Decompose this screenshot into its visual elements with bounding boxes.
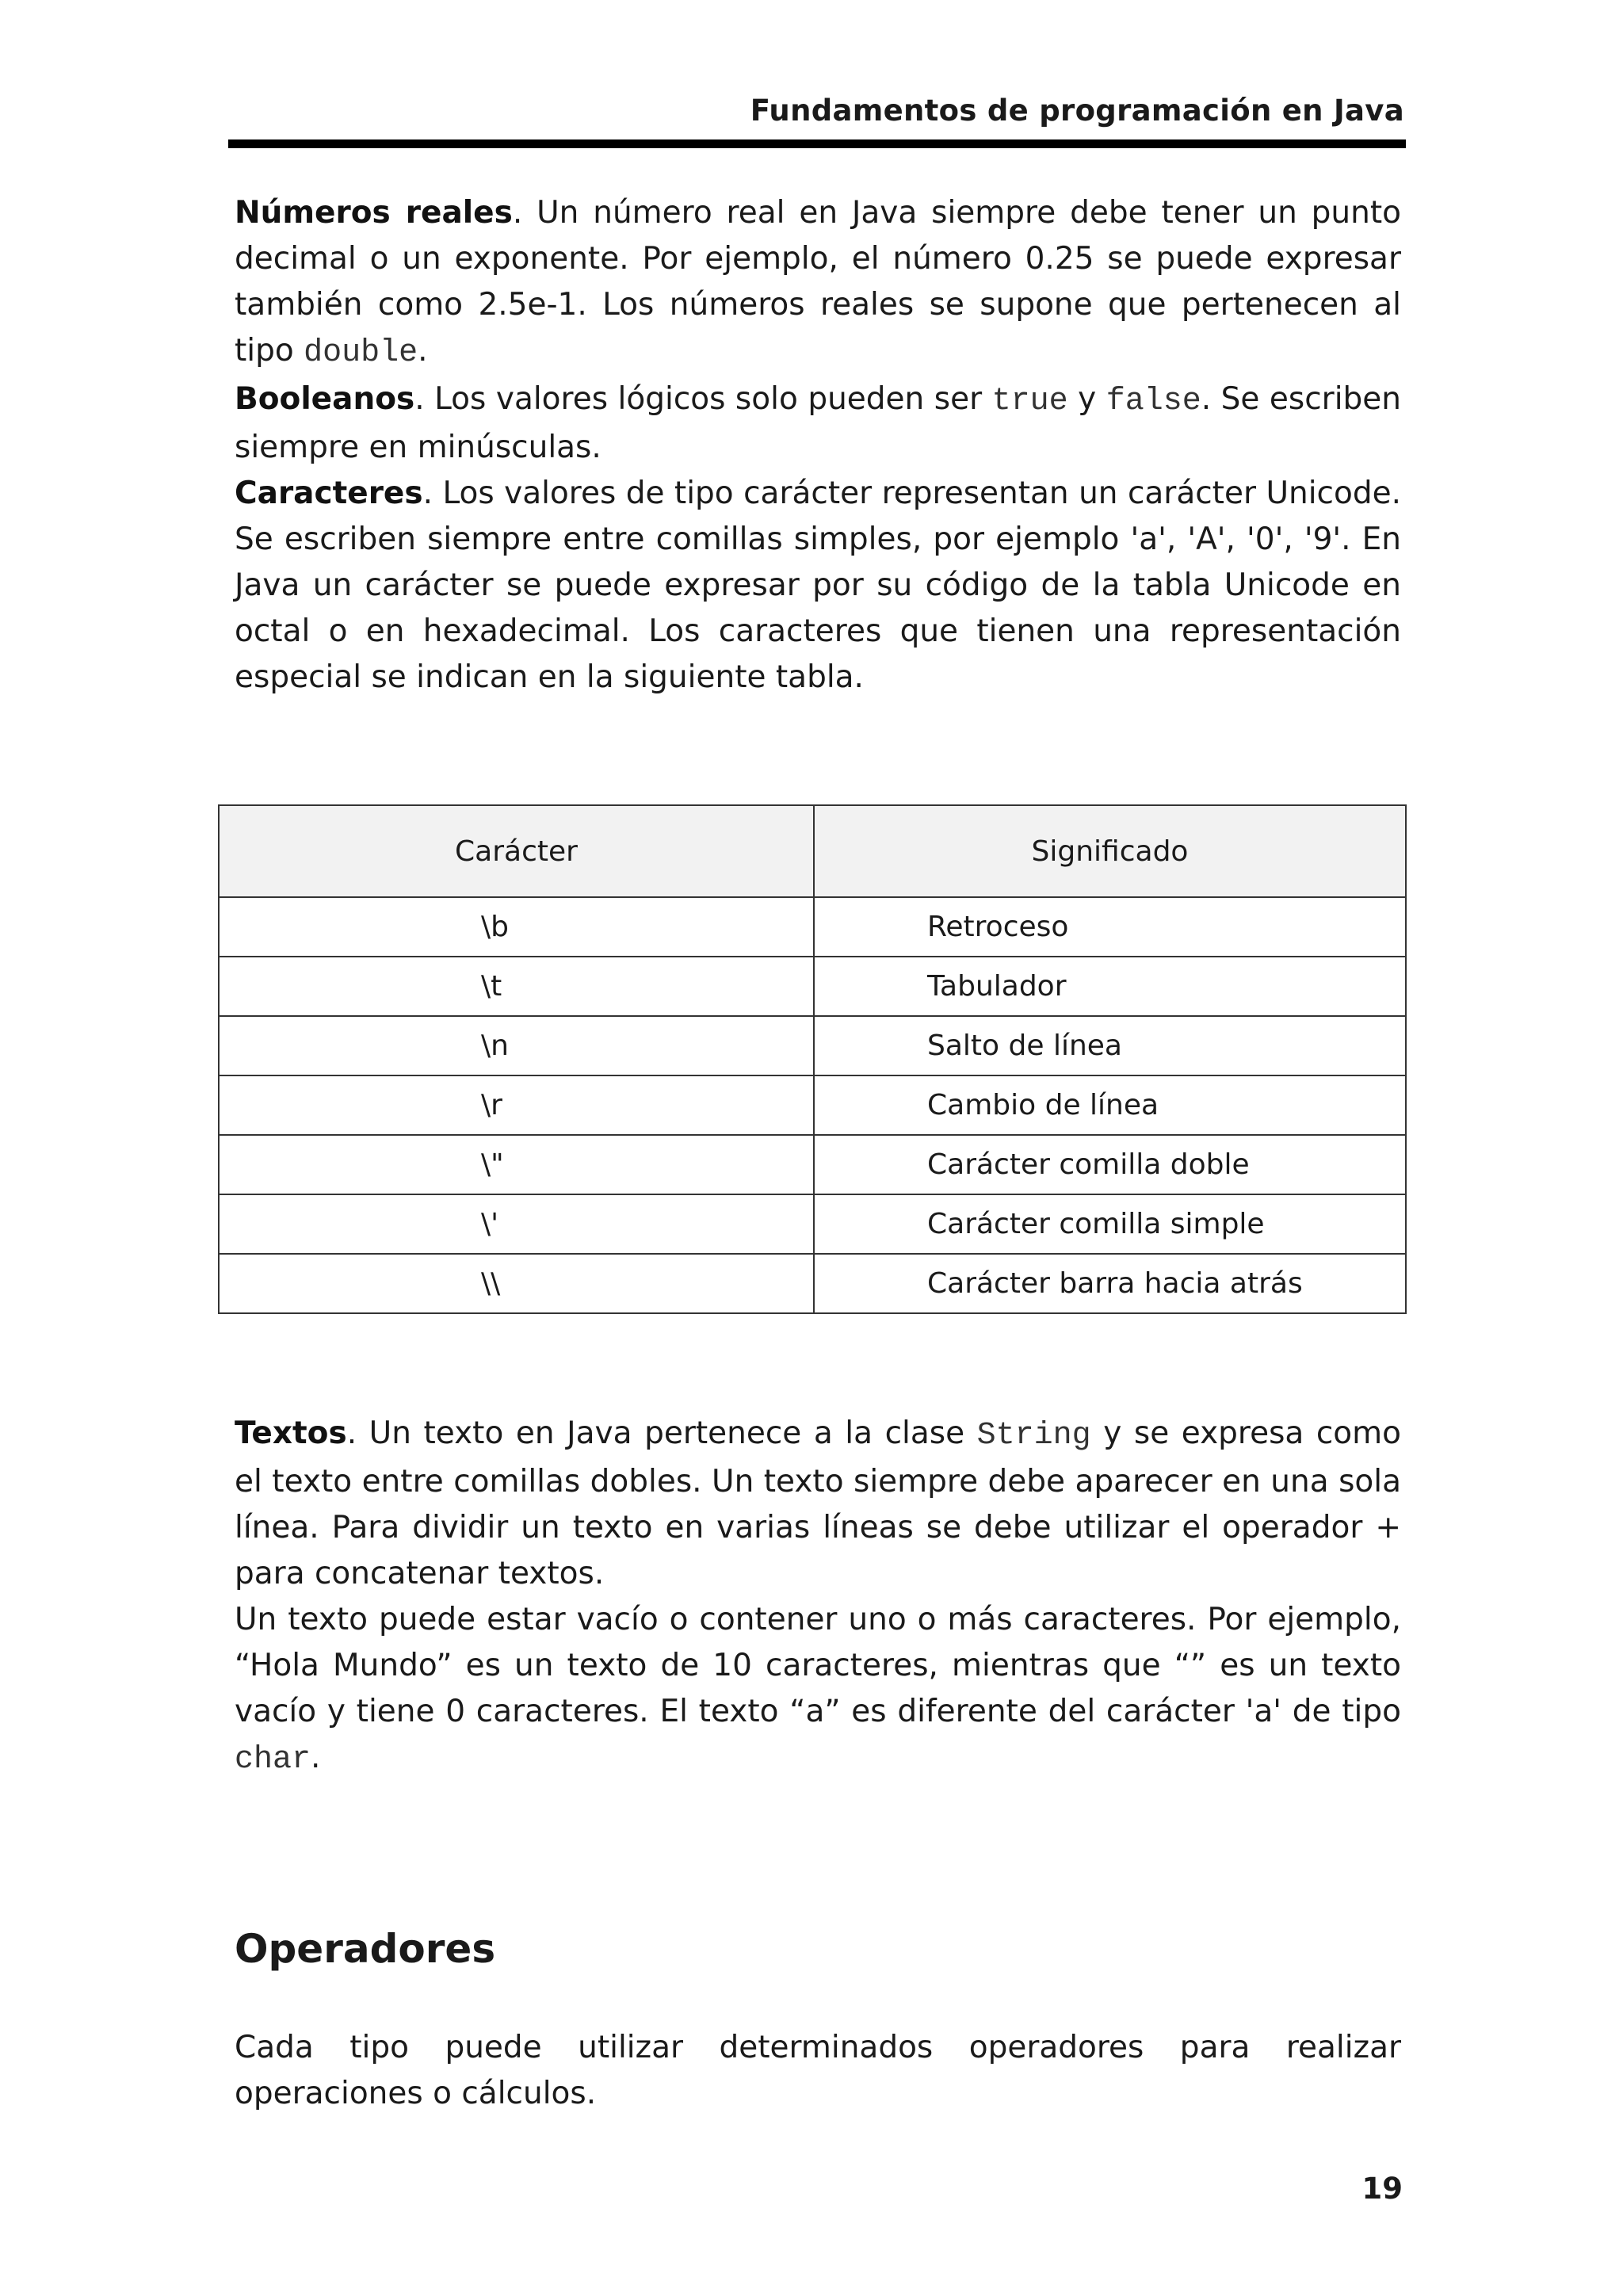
code-true: true	[991, 384, 1068, 419]
reales-end: .	[418, 333, 428, 369]
content-middle	[235, 1411, 1401, 1783]
booleanos-text-b: y	[1067, 381, 1106, 417]
header-significado: Significado	[814, 805, 1406, 897]
code-string: String	[976, 1418, 1091, 1454]
escape-meaning: Salto de línea	[814, 1016, 1406, 1075]
booleanos-text-c: . Se escriben siempre en minúsculas.	[235, 381, 1401, 465]
escape-char: \'	[219, 1194, 814, 1254]
reales-text: . Un número real en Java siempre debe tener un punto decimal o un exponente. Por ejemplo, el número 0.25 se puede expresar también como 2.5e-1. Los números reales se supone que pertenecen al tipo	[235, 195, 1401, 369]
table-row	[219, 1194, 1406, 1254]
caracteres-text: . Los valores de tipo carácter representan un carácter Unicode. Se escriben siempre entre comillas simples, por ejemplo 'a', 'A', '0', '9'. En Java un carácter se puede expresar por su código de la tabla Unicode en octal o en hexadecimal. Los caracteres que tienen una representación especial se indican en la siguiente tabla.	[235, 476, 1401, 695]
content-top	[235, 190, 1401, 701]
table-row	[219, 1254, 1406, 1313]
paragraph-operadores-intro: Cada tipo puede utilizar determinados operadores para realizar operaciones o cálculos.	[235, 2030, 1401, 2111]
page-number: 19	[1361, 2172, 1403, 2206]
escape-meaning: Cambio de línea	[814, 1075, 1406, 1135]
vacio-text-b: .	[311, 1740, 321, 1775]
code-double: double	[304, 335, 418, 371]
table-row	[219, 897, 1406, 957]
escape-meaning: Carácter comilla doble	[814, 1135, 1406, 1194]
code-false: false	[1106, 384, 1201, 419]
escape-meaning: Retroceso	[814, 897, 1406, 957]
term-textos: Textos	[235, 1415, 347, 1451]
header-rule	[228, 139, 1406, 148]
paragraph-texto-vacio	[235, 1597, 1401, 1783]
table-header-row	[219, 805, 1406, 897]
escape-sequences-table	[218, 804, 1407, 1314]
paragraph-caracteres	[235, 471, 1401, 701]
vacio-text-a: Un texto puede estar vacío o contener uno o más caracteres. Por ejemplo, “Hola Mundo” es un texto de 10 caracteres, mientras que “” es un texto vacío y tiene 0 caracteres. El texto “a” es diferente del carácter 'a' de tipo	[235, 1602, 1401, 1729]
term-caracteres: Caracteres	[235, 476, 423, 511]
booleanos-text-a: . Los valores lógicos solo pueden ser	[414, 381, 992, 417]
running-header: Fundamentos de programación en Java	[750, 94, 1404, 128]
table-row	[219, 957, 1406, 1016]
table-row	[219, 1016, 1406, 1075]
table-row	[219, 1075, 1406, 1135]
escape-char: \"	[219, 1135, 814, 1194]
header-caracter: Carácter	[219, 805, 814, 897]
escape-char: \t	[219, 957, 814, 1016]
section-heading-operadores: Operadores	[235, 1926, 496, 1972]
escape-char: \r	[219, 1075, 814, 1135]
escape-meaning: Carácter barra hacia atrás	[814, 1254, 1406, 1313]
escape-char: \\	[219, 1254, 814, 1313]
escape-meaning: Carácter comilla simple	[814, 1194, 1406, 1254]
code-char: char	[235, 1742, 311, 1778]
table-row	[219, 1135, 1406, 1194]
content-bottom	[235, 2025, 1401, 2117]
paragraph-textos	[235, 1411, 1401, 1597]
textos-text-a: . Un texto en Java pertenece a la clase	[346, 1415, 977, 1451]
paragraph-reales	[235, 190, 1401, 376]
escape-char: \b	[219, 897, 814, 957]
term-booleanos: Booleanos	[235, 381, 415, 417]
escape-meaning: Tabulador	[814, 957, 1406, 1016]
escape-char: \n	[219, 1016, 814, 1075]
term-reales: Números reales	[235, 195, 513, 231]
paragraph-booleanos	[235, 376, 1401, 471]
textos-text-b: y se expresa como el texto entre comillas dobles. Un texto siempre debe aparecer en una sola línea. Para dividir un texto en varias líneas se debe utilizar el operador + para concatenar textos.	[235, 1415, 1402, 1591]
